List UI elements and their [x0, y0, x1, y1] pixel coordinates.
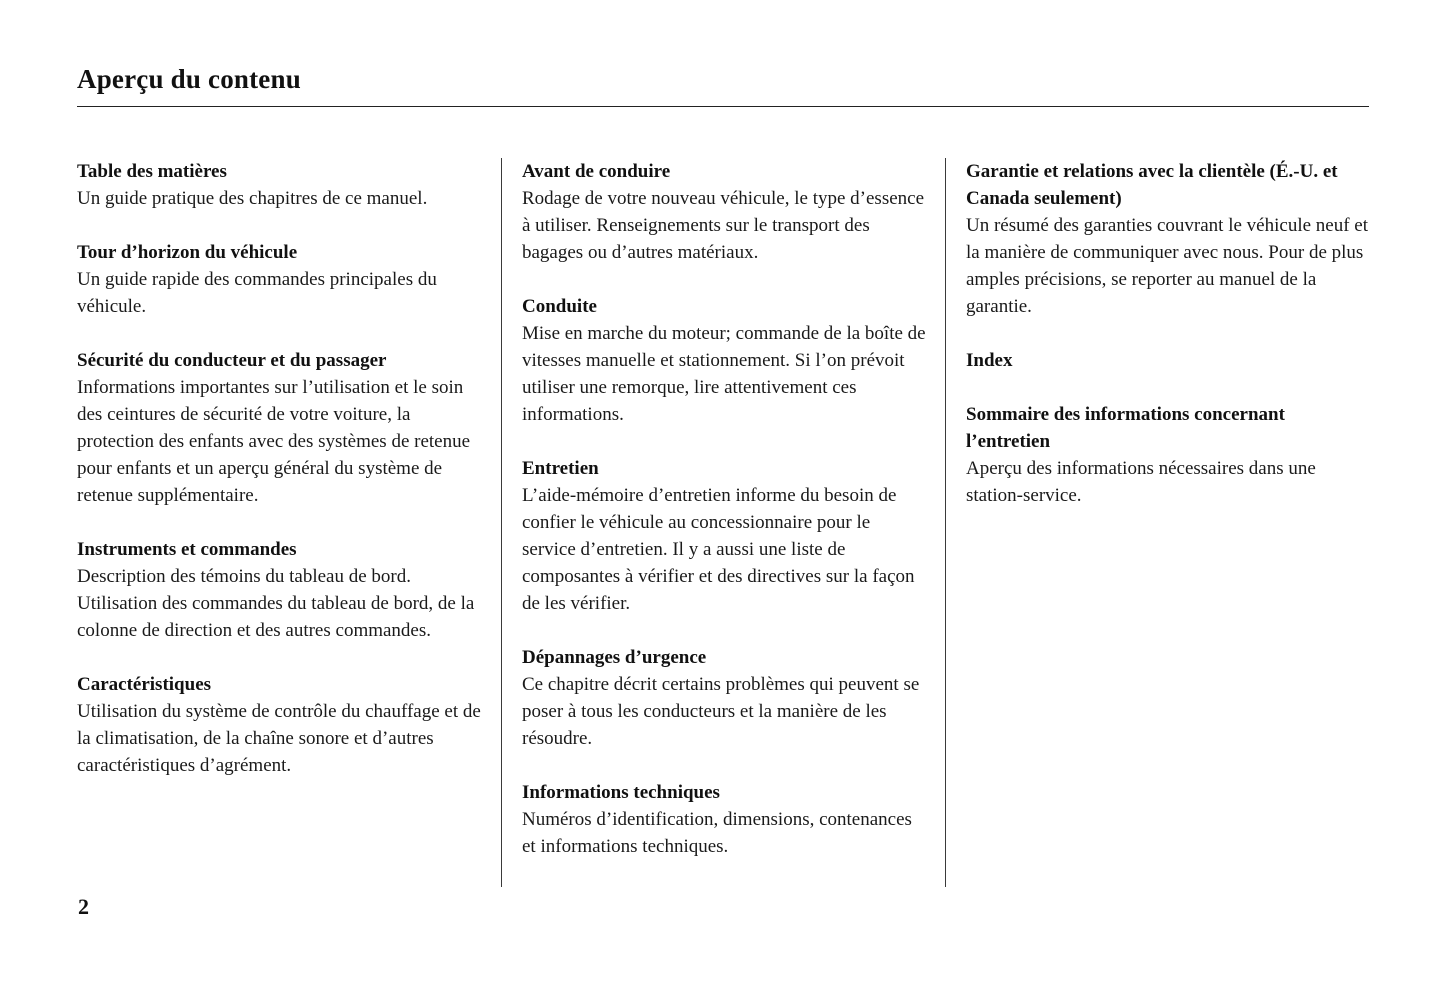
section-body: L’aide-mémoire d’entretien informe du besoin de confier le véhicule au concessionnaire pour le service d’entretien. Il y a aussi une liste de composantes à vérifier et des directives sur la façon de les vérifier.: [522, 485, 915, 614]
column-left: [77, 158, 501, 887]
title-rule: [77, 106, 1369, 107]
section-heading: Conduite: [522, 296, 597, 317]
section-tour-horizon-vehicule: [77, 239, 483, 320]
section-heading: Tour d’horizon du véhicule: [77, 242, 298, 263]
section-heading: Instruments et commandes: [77, 539, 297, 560]
section-securite-conducteur-passager: [77, 347, 483, 509]
section-heading: Index: [966, 350, 1013, 371]
section-body: Numéros d’identification, dimensions, contenances et informations techniques.: [522, 809, 912, 857]
section-body: Un guide rapide des commandes principales du véhicule.: [77, 269, 437, 317]
section-caracteristiques: [77, 671, 483, 779]
section-heading: Garantie et relations avec la clientèle (É.-U. et Canada seulement): [966, 161, 1338, 209]
section-body: Un résumé des garanties couvrant le véhicule neuf et la manière de communiquer avec nous. Pour de plus amples précisions, se reporter au manuel de la garantie.: [966, 215, 1369, 317]
section-sommaire-informations-entretien: [966, 401, 1369, 509]
section-heading: Informations techniques: [522, 782, 720, 803]
section-entretien: [522, 455, 927, 617]
section-heading: Caractéristiques: [77, 674, 212, 695]
section-body: Mise en marche du moteur; commande de la boîte de vitesses manuelle et stationnement. Si l’on prévoit utiliser une remorque, lire attentivement ces informations.: [522, 323, 926, 425]
section-avant-de-conduire: [522, 158, 927, 266]
section-body: Informations importantes sur l’utilisation et le soin des ceintures de sécurité de votre voiture, la protection des enfants avec des systèmes de retenue pour enfants et un aperçu général du système de retenue supplémentaire.: [77, 377, 471, 506]
page-number: 2: [78, 894, 89, 919]
column-middle: [501, 158, 945, 887]
section-heading: Sommaire des informations concernant l’entretien: [966, 404, 1285, 452]
content-columns: [77, 158, 1369, 887]
section-body: Rodage de votre nouveau véhicule, le type d’essence à utiliser. Renseignements sur le transport des bagages ou d’autres matériaux.: [522, 188, 925, 263]
section-instruments-commandes: [77, 536, 483, 644]
section-heading: Dépannages d’urgence: [522, 647, 707, 668]
section-informations-techniques: [522, 779, 927, 860]
section-table-des-matieres: [77, 158, 483, 212]
column-right: [945, 158, 1369, 887]
section-body: Utilisation du système de contrôle du chauffage et de la climatisation, de la chaîne sonore et d’autres caractéristiques d’agrément.: [77, 701, 481, 776]
section-body: Un guide pratique des chapitres de ce manuel.: [77, 188, 428, 209]
page-title: Aperçu du contenu: [77, 64, 301, 94]
section-garantie-relations-clientele: [966, 158, 1369, 320]
section-depannages-urgence: [522, 644, 927, 752]
section-body: Aperçu des informations nécessaires dans une station-service.: [966, 458, 1316, 506]
section-body: Ce chapitre décrit certains problèmes qui peuvent se poser à tous les conducteurs et la manière de les résoudre.: [522, 674, 920, 749]
section-index: [966, 347, 1369, 374]
section-heading: Avant de conduire: [522, 161, 671, 182]
section-conduite: [522, 293, 927, 428]
section-body: Description des témoins du tableau de bord. Utilisation des commandes du tableau de bord, de la colonne de direction et des autres commandes.: [77, 566, 475, 641]
section-heading: Entretien: [522, 458, 599, 479]
section-heading: Table des matières: [77, 161, 227, 182]
page-header: [77, 64, 1369, 107]
section-heading: Sécurité du conducteur et du passager: [77, 350, 387, 371]
